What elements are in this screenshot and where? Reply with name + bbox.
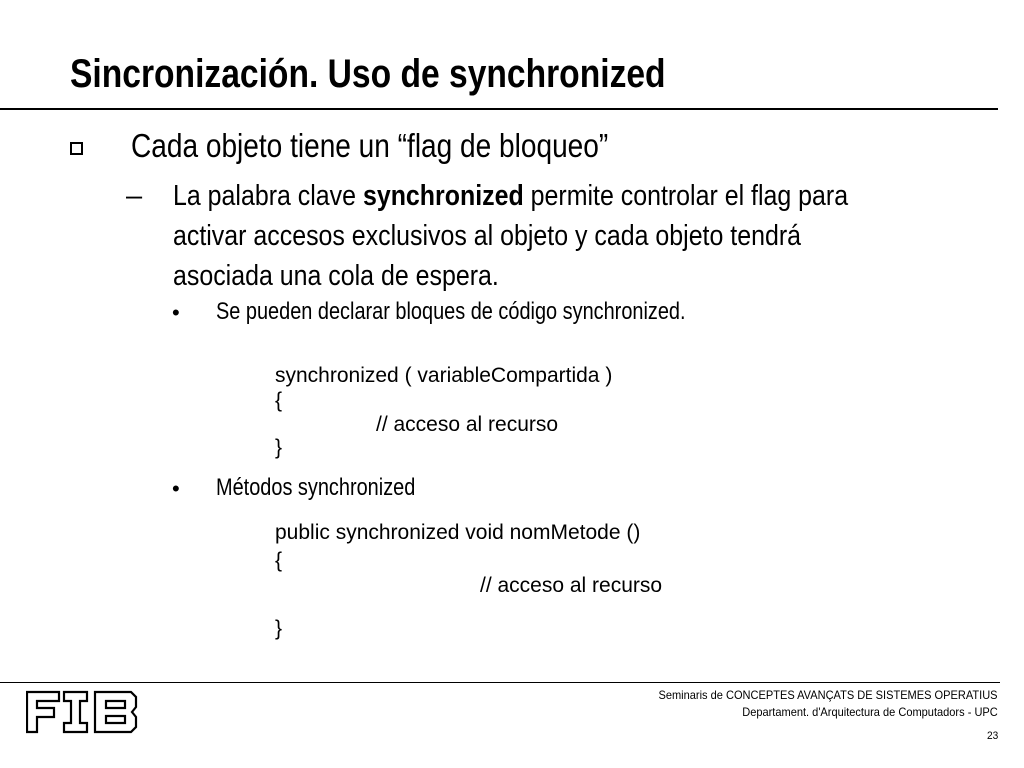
code-line: { xyxy=(275,389,283,412)
bullet-level1-text: Cada objeto tiene un “flag de bloqueo” xyxy=(131,127,609,164)
footer-divider xyxy=(0,682,1000,683)
code-line: } xyxy=(275,617,283,640)
code-line: { xyxy=(275,549,283,572)
bullet-level2-line2: activar accesos exclusivos al objeto y cada objeto tendrá xyxy=(173,220,802,252)
code-line: // acceso al recurso xyxy=(376,413,559,436)
keyword-synchronized: synchronized xyxy=(362,180,524,212)
code-line: public synchronized void nomMetode () xyxy=(275,521,641,544)
bullet-level2-line1 xyxy=(173,176,848,216)
line1-prefix: La palabra clave xyxy=(173,180,363,212)
line1-suffix: permite controlar el flag para xyxy=(523,180,849,212)
footer-seminar-title: Seminaris de CONCEPTES AVANÇATS DE SISTEMES OPERATIUS xyxy=(658,688,998,702)
code-line: // acceso al recurso xyxy=(480,574,663,597)
dot-bullet-1: • xyxy=(172,300,180,325)
code-line: synchronized ( variableCompartida ) xyxy=(275,364,613,387)
dot-bullet-2: • xyxy=(172,476,180,501)
fib-logo-icon xyxy=(26,690,138,734)
code-line: } xyxy=(275,436,283,459)
slide-title: Sincronización. Uso de synchronized xyxy=(70,52,666,96)
title-divider xyxy=(0,108,998,110)
bullet-level2-text xyxy=(173,176,848,296)
footer-department: Departament. d'Arquitectura de Computadors - UPC xyxy=(742,705,998,719)
bullet-level2-line3: asociada una cola de espera. xyxy=(173,260,499,292)
page-number: 23 xyxy=(986,730,998,742)
bullet-level3-text-2: Métodos synchronized xyxy=(216,474,416,501)
dash-bullet: – xyxy=(126,180,143,212)
square-bullet-icon xyxy=(70,142,83,155)
bullet-level3-text-1: Se pueden declarar bloques de código synchronized. xyxy=(216,298,686,325)
